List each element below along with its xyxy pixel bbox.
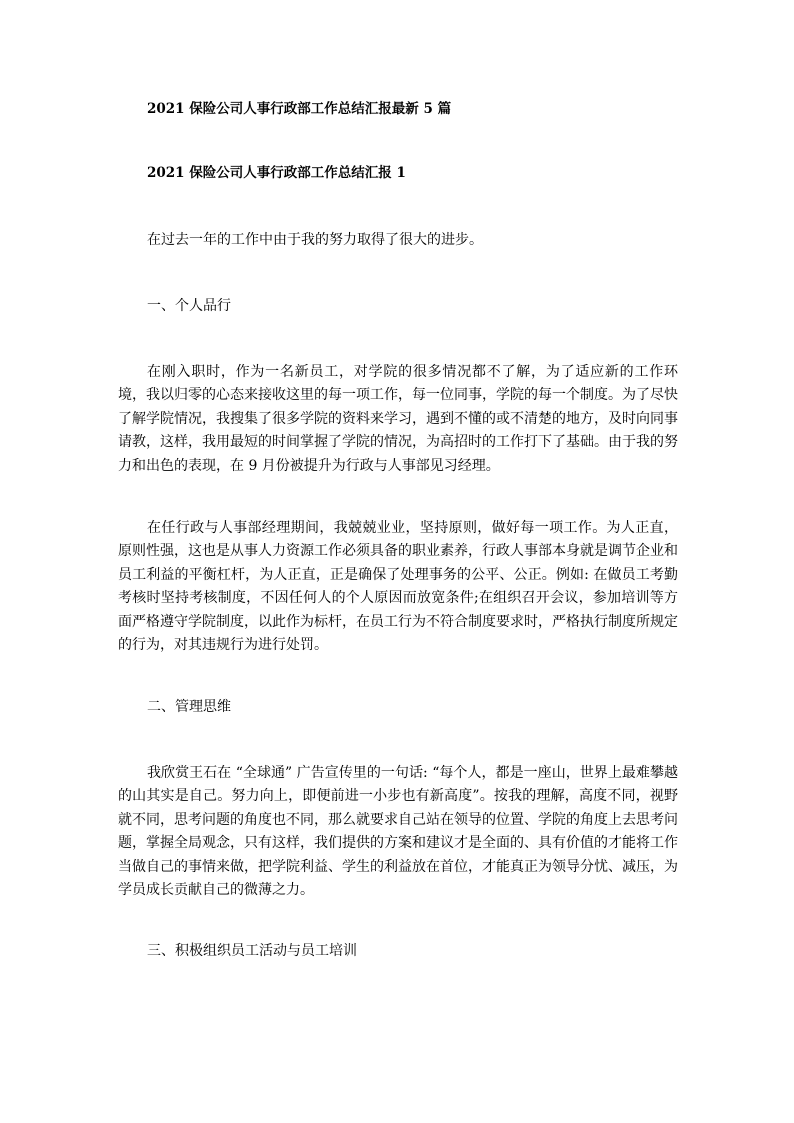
document-main-title: 2021 保险公司人事行政部工作总结汇报最新 5 篇 — [147, 101, 452, 117]
intro-paragraph: 在过去一年的工作中由于我的努力取得了很大的进步。 — [147, 232, 483, 248]
report-title: 2021 保险公司人事行政部工作总结汇报 1 — [147, 165, 406, 181]
section-heading-employee-activities: 三、积极组织员工活动与员工培训 — [147, 943, 357, 959]
section-heading-management-thinking: 二、管理思维 — [147, 699, 231, 715]
section-heading-personal-conduct: 一、个人品行 — [147, 298, 231, 314]
section1-paragraph-1: 在刚入职时，作为一名新员工，对学院的很多情况都不了解，为了适应新的工作环境，我以归零的心态来接收这里的每一项工作，每一位同事，学院的每一个制度。为了尽快了解学院情况，我搜集了很多学院的资料来学习，遇到不懂的或不清楚的地方，及时向同事请教，这样，我用最短的时间掌握了学院的情况，为高招时的工作打下了基础。由于我的努力和出色的表现，在 9 月份被提升为行政与人事部见习经理。 — [118, 364, 678, 474]
section2-paragraph-1: 我欣赏王石在 “全球通” 广告宣传里的一句话: “每个人，都是一座山，世界上最难攀越的山其实是自己。努力向上，即便前进一小步也有新高度”。按我的理解，高度不同，视野就不同，思考问题的角度也不同，那么就要求自己站在领导的位置、学院的角度上去思考问题，掌握全局观念，只有这样，我们提供的方案和建议才是全面的、具有价值的才能将工作当做自己的事情来做，把学院利益、学生的利益放在首位，才能真正为领导分忧、减压，为学员成长贡献自己的微薄之力。 — [118, 765, 678, 899]
section1-paragraph-2: 在任行政与人事部经理期间，我兢兢业业，坚持原则，做好每一项工作。为人正直，原则性强，这也是从事人力资源工作必须具备的职业素养，行政人事部本身就是调节企业和员工利益的平衡杠杆，为人正直，正是确保了处理事务的公平、公正。例如: 在做员工考勤考核时坚持考核制度，不因任何人的个人原因而放宽条件;在组织召开会议，参加培训等方面严格遵守学院制度，以此作为标杆，在员工行为不符合制度要求时，严格执行制度所规定的行为，对其违规行为进行处罚。 — [118, 520, 678, 654]
